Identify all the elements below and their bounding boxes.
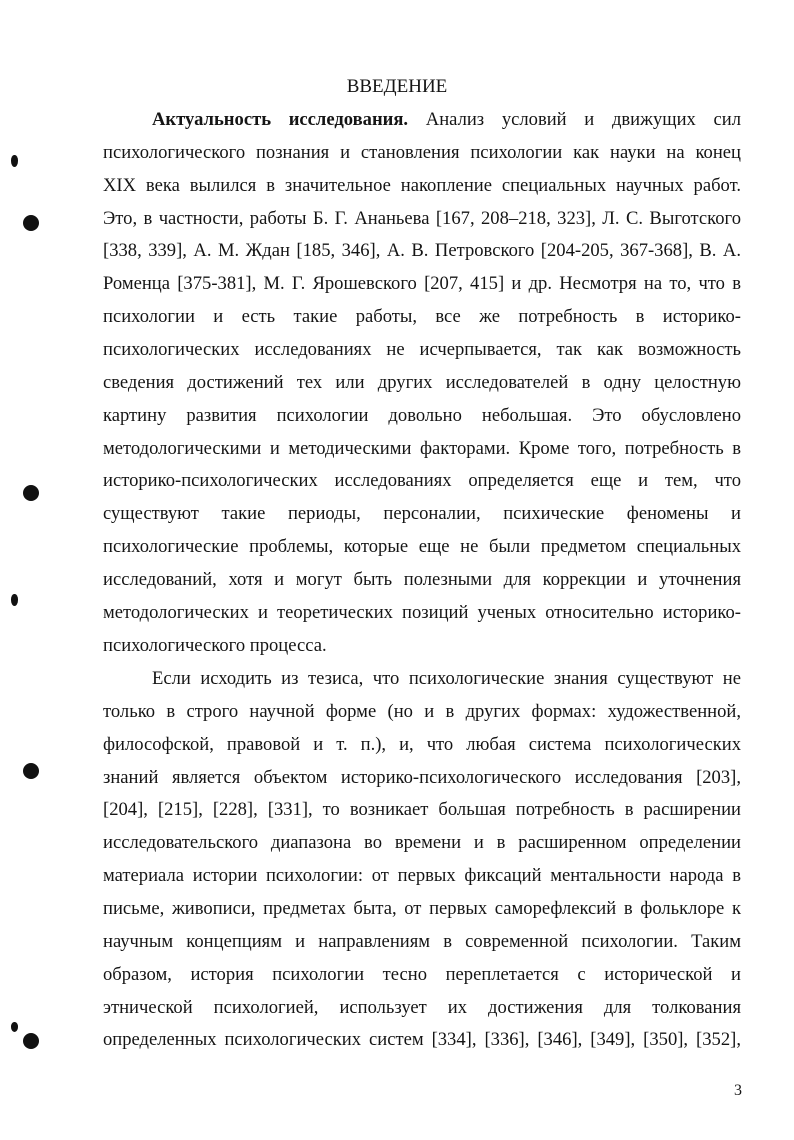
paragraph-line: существуют такие периоды, персоналии, психические феномены и	[103, 503, 741, 524]
paragraph-line: методологических и теоретических позиций ученых относительно историко-	[103, 602, 741, 623]
paragraph-line: определенных психологических систем [334], [336], [346], [349], [350], [352],	[103, 1029, 741, 1050]
paragraph-line: психологических исследованиях не исчерпывается, так как возможность	[103, 339, 741, 360]
binding-mark	[11, 1022, 18, 1032]
binding-mark	[11, 155, 18, 167]
paragraph-line: научным концепциям и направлениям в современной психологии. Таким	[103, 931, 741, 952]
page-number: 3	[734, 1082, 742, 1099]
paragraph-line: психологического процесса.	[103, 635, 327, 656]
paragraph-line: Если исходить из тезиса, что психологические знания существуют не	[152, 668, 741, 689]
paragraph-line: знаний является объектом историко-психологического исследования [203],	[103, 767, 741, 788]
paragraph-line: Роменца [375-381], М. Г. Ярошевского [207, 415] и др. Несмотря на то, что в	[103, 273, 741, 294]
paragraph-line: методологическими и методическими факторами. Кроме того, потребность в	[103, 438, 741, 459]
paragraph-line: только в строго научной форме (но и в других формах: художественной,	[103, 701, 741, 722]
paragraph-line: психологии и есть такие работы, все же потребность в историко-	[103, 306, 741, 327]
paragraph-line: [338, 339], А. М. Ждан [185, 346], А. В. Петровского [204-205, 367-368], В. А.	[103, 240, 741, 261]
page-title: ВВЕДЕНИЕ	[346, 76, 448, 97]
paragraph-line: образом, история психологии тесно переплетается с исторической и	[103, 964, 741, 985]
paragraph-line: философской, правовой и т. п.), и, что любая система психологических	[103, 734, 741, 755]
paragraph-line: историко-психологических исследованиях определяется еще и тем, что	[103, 470, 741, 491]
paragraph-line: материала истории психологии: от первых фиксаций ментальности народа в	[103, 865, 741, 886]
paragraph-line: психологические проблемы, которые еще не были предметом специальных	[103, 536, 741, 557]
paragraph-line: исследовательского диапазона во времени и в расширенном определении	[103, 832, 741, 853]
paragraph-line: письме, живописи, предметах быта, от первых саморефлексий в фольклоре к	[103, 898, 741, 919]
binding-hole	[23, 1033, 39, 1049]
paragraph-text: Анализ условий и движущих сил	[425, 109, 741, 130]
binding-mark	[11, 594, 18, 606]
paragraph-line: психологического познания и становления психологии как науки на конец	[103, 142, 741, 163]
paragraph-line: картину развития психологии довольно небольшая. Это обусловлено	[103, 405, 741, 426]
paragraph-line: этнической психологией, использует их достижения для толкования	[103, 997, 741, 1018]
paragraph-line: сведения достижений тех или других исследователей в одну целостную	[103, 372, 741, 393]
paragraph-line: [204], [215], [228], [331], то возникает большая потребность в расширении	[103, 799, 741, 820]
paragraph-line: исследований, хотя и могут быть полезными для коррекции и уточнения	[103, 569, 741, 590]
paragraph-line: XIX века вылился в значительное накопление специальных научных работ.	[103, 175, 741, 196]
binding-hole	[23, 485, 39, 501]
paragraph-line: Это, в частности, работы Б. Г. Ананьева [167, 208–218, 323], Л. С. Выготского	[103, 208, 741, 229]
binding-hole	[23, 215, 39, 231]
paragraph-line	[152, 108, 741, 132]
binding-hole	[23, 763, 39, 779]
section-lead: Актуальность исследования.	[152, 109, 409, 130]
